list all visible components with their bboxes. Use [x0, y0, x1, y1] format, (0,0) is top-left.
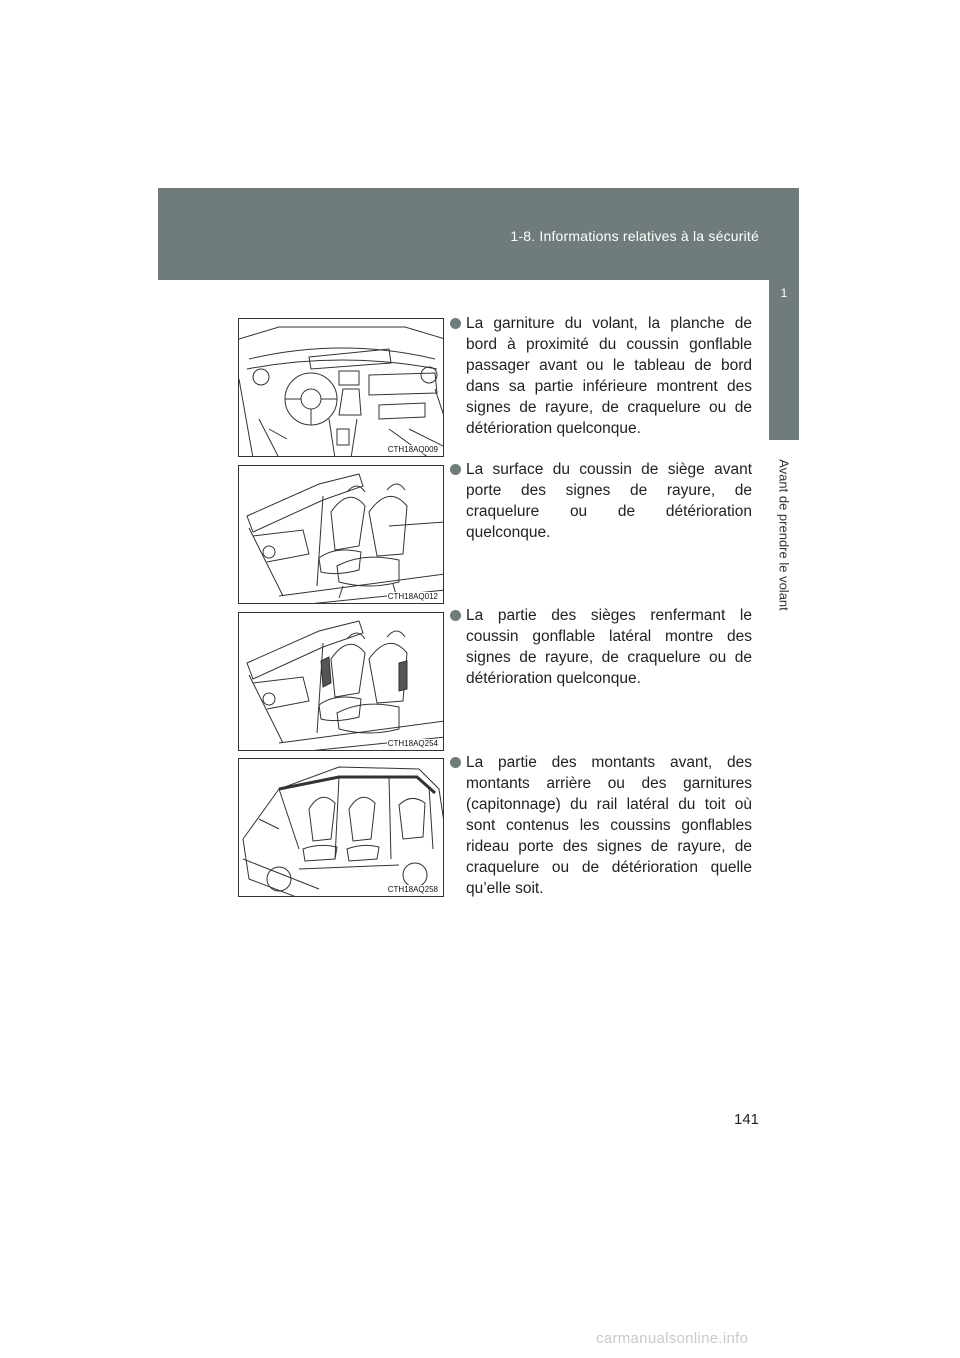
bullet-item	[466, 459, 752, 543]
page-number: 141	[734, 1111, 760, 1128]
chapter-number-tab	[769, 280, 799, 440]
bullet-icon	[450, 464, 461, 475]
section-title: 1-8. Informations relatives à la sécurité	[510, 228, 759, 244]
bullet-icon	[450, 318, 461, 329]
figure-code: CTH18AQ009	[387, 445, 438, 454]
bullet-text: La partie des montants avant, des montants arrière ou des garnitures (capitonnage) du rail latéral du toit où sont contenus les coussins gonflables rideau porte des signes de rayure, de craquelure ou de détérioration quelle qu’elle soit.	[466, 754, 752, 897]
header-band	[158, 188, 799, 280]
bullet-item	[466, 605, 752, 689]
bullet-text: La garniture du volant, la planche de bord à proximité du coussin gonflable passager avant ou le tableau de bord dans sa partie inférieure montrent des signes de rayure, de craquelure ou de détérioration quelconque.	[466, 315, 752, 437]
dashboard-illustration	[238, 318, 444, 457]
bullet-icon	[450, 610, 461, 621]
curtain-airbag-illustration	[238, 758, 444, 897]
figure-code: CTH18AQ012	[387, 592, 438, 601]
watermark: carmanualsonline.info	[596, 1330, 749, 1347]
chapter-title-tab	[769, 440, 799, 630]
figure-code: CTH18AQ254	[387, 739, 438, 748]
bullet-icon	[450, 757, 461, 768]
bullet-item	[466, 752, 752, 899]
chapter-title: Avant de prendre le volant	[776, 459, 792, 611]
bullet-text: La surface du coussin de siège avant porte des signes de rayure, de craquelure ou de détérioration quelconque.	[466, 461, 752, 541]
chapter-number: 1	[780, 286, 788, 300]
bullet-text: La partie des sièges renfermant le coussin gonflable latéral montre des signes de rayure, de craquelure ou de détérioration quelconque.	[466, 607, 752, 687]
figure-code: CTH18AQ258	[387, 885, 438, 894]
seat-side-airbag-illustration	[238, 612, 444, 751]
bullet-item	[466, 313, 752, 439]
front-seats-illustration	[238, 465, 444, 604]
